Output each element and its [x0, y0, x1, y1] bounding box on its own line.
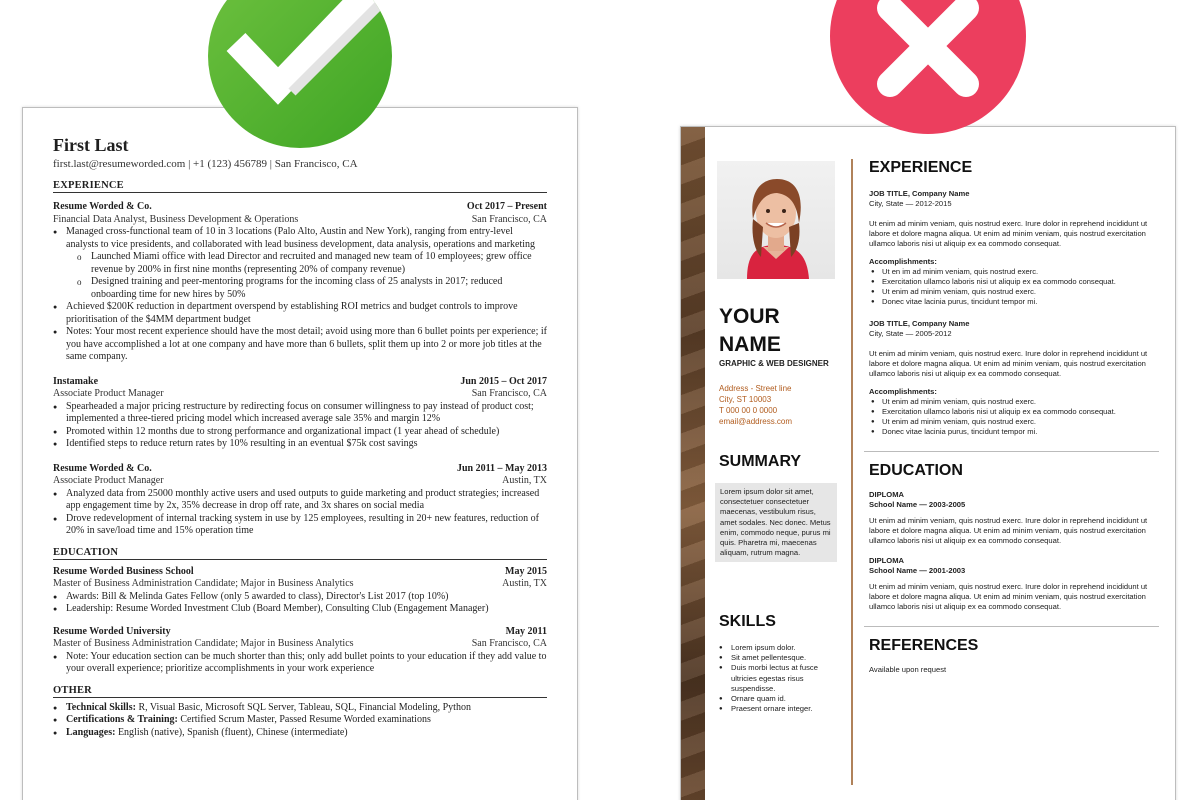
job-bullets [53, 401, 547, 451]
accomplishments-heading: Accomplishments: [869, 257, 937, 266]
job-date: Jun 2015 – Oct 2017 [460, 375, 547, 387]
summary-text: Lorem ipsum dolor sit amet, consectetuer consectetuer maecenas, vestibulum risus, amet sodales. Nec donec. Metus enim, commodo neque, purus mi quis. Pharetra mi, maecenas aliquam, rutrum magna. [715, 483, 837, 562]
skill-item: ● Praesent ornare integer. [719, 704, 843, 714]
job-entry [53, 463, 547, 538]
job-bullets [53, 226, 547, 251]
name-line-2: NAME [719, 333, 781, 356]
school-meta-text: School Name — 2001-2003 [869, 566, 966, 575]
accomplishment: ● Exercitation ullamco laboris nisi ut aliquip ex ea commodo consequat. [869, 407, 1149, 417]
job-org: Instamake [53, 375, 99, 387]
name-line-1: YOUR [719, 305, 780, 328]
job-entry [869, 319, 1149, 437]
bullet: ● Notes: Your most recent experience should have the most detail; avoid using more than 6 bullet points per experience; if you have accomplished a lot at one company and have more than 6 bullets, split them up into 2 or more job titles at the same company. [53, 326, 547, 364]
skills-heading: SKILLS [719, 613, 776, 630]
other-value: Certified Scrum Master, Passed Resume Worded examinations [177, 714, 431, 725]
bullet: ● Spearheaded a major pricing restructure by redirecting focus on consumer willingness to pay instead of product cost; implemented a three-tiered pricing model which increased average sale 35% and margin 12% [53, 401, 547, 426]
education-entry [869, 556, 1149, 612]
other-item [53, 727, 547, 740]
skills-list [719, 643, 843, 714]
resume-contact: first.last@resumeworded.com | +1 (123) 456789 | San Francisco, CA [53, 158, 358, 170]
diploma-title: DIPLOMA [869, 490, 905, 499]
section-other: OTHER [53, 685, 547, 698]
section-separator [864, 626, 1159, 627]
school-date: May 2011 [505, 625, 547, 637]
other-item [53, 702, 547, 715]
other-item [53, 714, 547, 727]
summary-heading: SUMMARY [719, 453, 802, 470]
job-title: JOB TITLE, Company Name [869, 319, 970, 328]
cross-icon [830, 0, 1026, 134]
education-entry [53, 566, 547, 616]
bad-resume [680, 126, 1176, 800]
cross-badge [830, 0, 1026, 134]
job-role: Associate Product Manager [53, 475, 164, 486]
skill-item: ● Duis morbi lectus at fusce ultricies egestas risus suspendisse. [719, 663, 843, 694]
education-description: Ut enim ad minim veniam, quis nostrud exerc. Irure dolor in reprehend incididunt ut labore et dolore magna aliqua. Ut enim ad minim veniam, quis nostrud exercitation ullamco laboris nisi ut aliquip ex ea commodo consequat. [869, 516, 1148, 545]
section-experience: EXPERIENCE [53, 180, 547, 193]
other-list [53, 702, 547, 740]
school-name: Resume Worded Business School [53, 565, 194, 577]
accomplishment: ● Ut enim ad minim veniam, quis nostrud exerc. [869, 417, 1149, 427]
bullet: ● Awards: Bill & Melinda Gates Fellow (only 5 awarded to class), Director's List 2017 (top 10%) [53, 591, 547, 604]
degree: Master of Business Administration Candidate; Major in Business Analytics [53, 578, 354, 589]
education-entry [53, 626, 547, 676]
section-education: EDUCATION [53, 547, 547, 560]
accomplishment: ● Exercitation ullamco laboris nisi ut aliquip ex ea commodo consequat. [869, 277, 1149, 287]
job-location: San Francisco, CA [471, 388, 547, 399]
job-entry [869, 189, 1149, 307]
other-label: Languages: [66, 726, 116, 738]
education-heading: EDUCATION [869, 462, 963, 479]
school-bullets [53, 651, 547, 676]
school-bullets [53, 591, 547, 616]
school-location: Austin, TX [502, 578, 547, 589]
profile-photo [717, 161, 835, 279]
resume-name: First Last [53, 135, 129, 155]
job-meta: City, State — 2012-2015 [869, 199, 952, 208]
other-label: Technical Skills: [66, 701, 136, 713]
accomplishment: ● Donec vitae lacinia purus, tincidunt tempor mi. [869, 427, 1149, 437]
job-org: Resume Worded & Co. [53, 201, 152, 212]
school-meta [869, 566, 1149, 576]
job-entry [53, 201, 547, 364]
section-separator [864, 451, 1159, 452]
job-org: Resume Worded & Co. [53, 462, 152, 474]
contact-line: email@address.com [719, 417, 793, 426]
education-description: Ut enim ad minim veniam, quis nostrud exerc. Irure dolor in reprehend incididunt ut labore et dolore magna aliqua. Ut enim ad minim veniam, quis nostrud exercitation ullamco laboris nisi ut aliquip ex ea commodo consequat. [869, 582, 1148, 611]
accomplishment: ● Ut enim ad minim veniam, quis nostrud exerc. [869, 397, 1149, 407]
job-description: Ut enim ad minim veniam, quis nostrud exerc. Irure dolor in reprehend incididunt ut labore et dolore magna aliqua. Ut enim ad minim veniam, quis nostrud exercitation ullamco laboris nisi ut aliquip ex ea commodo consequat. [869, 219, 1148, 248]
accomplishments-list [869, 267, 1149, 307]
school-date: May 2015 [505, 565, 547, 577]
job-date: Oct 2017 – Present [466, 201, 547, 212]
contact-line: Address - Street line [719, 384, 792, 393]
contact-block [719, 383, 792, 427]
education-entry [869, 490, 1149, 546]
checkmark-icon [208, 0, 392, 148]
degree: Master of Business Administration Candidate; Major in Business Analytics [53, 638, 354, 649]
bullet: ● Drove redevelopment of internal tracking system in use by 125 employees, resulting in 20+ new features, reduction of 20% in save/load time and 15% operation time [53, 513, 547, 538]
accomplishment: ● Ut enim ad minim veniam, quis nostrud exerc. [869, 287, 1149, 297]
decorative-strip [681, 127, 705, 800]
references-text: Available upon request [869, 665, 947, 674]
accomplishment: ● Ut en im ad minim veniam, quis nostrud exerc. [869, 267, 1149, 277]
job-bullets [53, 488, 547, 538]
sub-bullet: o Launched Miami office with lead Director and recruited and managed new team of 10 employees; grew office revenue by 200% in first nine months (representing 20% of company revenue) [53, 251, 547, 276]
diploma-title: DIPLOMA [869, 556, 905, 565]
skill-item: ● Ornare quam id. [719, 694, 843, 704]
skill-item: ● Sit amet pellentesque. [719, 653, 843, 663]
bullet: ● Analyzed data from 25000 monthly active users and used outputs to guide marketing and product strategies; increased app engagement time by 2x, 35% decrease in drop off rate, and 3x shares on social media [53, 488, 547, 513]
accomplishment: ● Donec vitae lacinia purus, tincidunt tempor mi. [869, 297, 1149, 307]
bullet: ● Identified steps to reduce return rates by 10% resulting in an eventual $75k cost savings [53, 438, 547, 451]
column-divider [851, 159, 853, 785]
job-location: Austin, TX [502, 475, 547, 486]
job-date: Jun 2011 – May 2013 [456, 462, 547, 474]
experience-heading: EXPERIENCE [869, 159, 973, 176]
job-location: San Francisco, CA [471, 213, 547, 225]
contact-line: T 000 00 0 0000 [719, 406, 778, 415]
accomplishments-list [869, 397, 1149, 437]
accomplishments-heading: Accomplishments: [869, 387, 937, 396]
job-role: Financial Data Analyst, Business Development & Operations [53, 213, 299, 225]
job-entry [53, 376, 547, 451]
bullet: ● Leadership: Resume Worded Investment Club (Board Member), Consulting Club (Engagement Manager) [53, 603, 547, 616]
job-meta: City, State — 2005-2012 [869, 329, 952, 338]
other-value: English (native), Spanish (fluent), Chinese (intermediate) [115, 726, 348, 738]
job-description: Ut enim ad minim veniam, quis nostrud exerc. Irure dolor in reprehend incididunt ut labore et dolore magna aliqua. Ut enim ad minim veniam, quis nostrud exercitation ullamco laboris nisi ut aliquip ex ea commodo consequat. [869, 349, 1148, 378]
school-meta-text: School Name — 2003-2005 [869, 500, 966, 509]
other-label: Certifications & Training: [66, 714, 178, 725]
references-heading: REFERENCES [869, 637, 979, 654]
job-title: GRAPHIC & WEB DESIGNER [719, 359, 829, 368]
resume-name [719, 303, 781, 359]
person-portrait-icon [717, 161, 835, 279]
sub-bullet: o Designed training and peer-mentoring programs for the incoming class of 25 analysts in 2017; reduced onboarding time for new hires by 50% [53, 276, 547, 301]
other-value: R, Visual Basic, Microsoft SQL Server, Tableau, SQL, Financial Modeling, Python [135, 701, 471, 713]
bullet: ● Managed cross-functional team of 10 in 3 locations (Palo Alto, Austin and New York), ranging from entry-level analysts to vice presidents, and collaborated with lead business development, data analysis, operations and marketing [53, 226, 547, 251]
school-name: Resume Worded University [53, 625, 171, 637]
bullet: ● Note: Your education section can be much shorter than this; only add bullet points to your education if they add value to your overall experience; prioritize accomplishments in your work experience [53, 651, 547, 676]
school-meta [869, 500, 1149, 510]
checkmark-badge [208, 0, 392, 148]
skill-item: ● Lorem ipsum dolor. [719, 643, 843, 653]
school-location: San Francisco, CA [471, 638, 547, 649]
job-bullets [53, 301, 547, 364]
good-resume [22, 107, 578, 800]
main-column [869, 159, 1149, 675]
job-sub-bullets [53, 251, 547, 301]
bullet: ● Achieved $200K reduction in department overspend by establishing ROI metrics and budget controls to improve prioritisation of the $4MM department budget [53, 301, 547, 326]
contact-line: City, ST 10003 [719, 395, 772, 404]
job-role: Associate Product Manager [53, 388, 164, 399]
job-title: JOB TITLE, Company Name [869, 189, 970, 198]
bullet: ● Promoted within 12 months due to strong performance and organizational impact (1 year ahead of schedule) [53, 426, 547, 439]
